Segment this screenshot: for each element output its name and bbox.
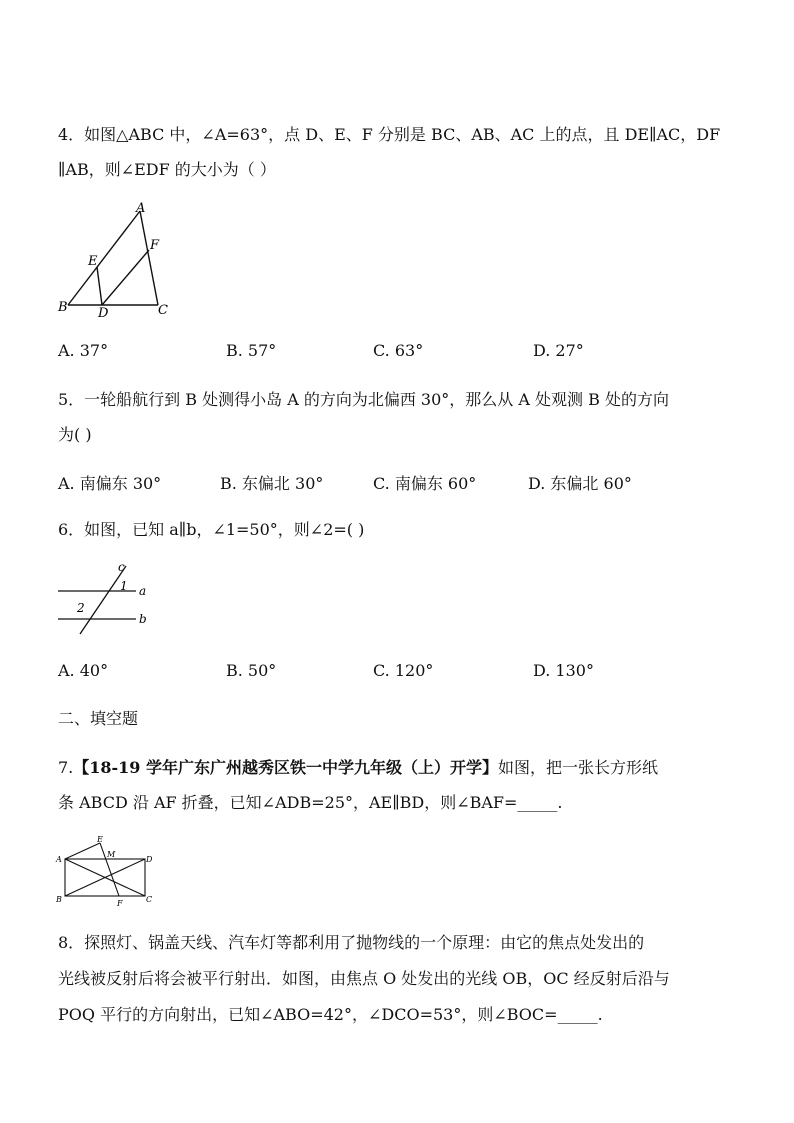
q7-source: 【18-19 学年广东广州越秀区铁一中学九年级（上）开学】 [73,758,499,777]
q4-option-d[interactable]: D. 27° [533,341,584,360]
q8-text-line3: POQ 平行的方向射出，已知∠ABO=42°，∠DCO=53°，则∠BOC=_____. [58,1005,603,1024]
q7-label-e: E [97,835,103,844]
q7-label-m: M [107,850,116,859]
q8-text-line1: 8．探照灯、锅盖天线、汽车灯等都利用了抛物线的一个原理：由它的焦点处发出的 [58,933,645,952]
q7-text-line1 [58,757,658,779]
q4-option-a[interactable]: A. 37° [58,341,109,360]
q6-option-d[interactable]: D. 130° [533,661,594,680]
q4-label-b: B [58,300,68,315]
q6-option-c[interactable]: C. 120° [373,661,434,680]
q4-triangle-figure [50,198,180,324]
q6-label-b: b [139,612,147,626]
q5-options [58,471,758,493]
q4-option-c[interactable]: C. 63° [373,341,424,360]
q5-option-b[interactable]: B. 东偏北 30° [220,474,324,493]
q7-label-a: A [56,855,62,864]
q5-option-a[interactable]: A. 南偏东 30° [58,474,162,493]
q4-text-line1: 4．如图△ABC 中，∠A=63°，点 D、E、F 分别是 BC、AB、AC 上的点，且 DE∥AC，DF [58,125,721,144]
q4-label-e: E [88,254,98,269]
q4-label-d: D [98,306,109,321]
q5-option-c[interactable]: C. 南偏东 60° [373,474,477,493]
q6-label-c: c [118,560,125,574]
q4-options [58,341,758,363]
q4-option-b[interactable]: B. 57° [226,341,277,360]
q5-text-line2: 为( ) [58,425,92,444]
q5-text-line1: 5．一轮船航行到 B 处测得小岛 A 的方向为北偏西 30°，那么从 A 处观测 B 处的方向 [58,390,669,409]
q7-text-line2: 条 ABCD 沿 AF 折叠，已知∠ADB=25°，AE∥BD，则∠BAF=_____. [58,793,563,812]
q6-option-a[interactable]: A. 40° [58,661,109,680]
q6-options [58,661,758,683]
q6-label-a: a [139,584,147,598]
q7-label-f: F [117,899,123,908]
q4-label-c: C [158,303,168,318]
q7-prefix: 7. [58,758,74,777]
q6-text-line1: 6．如图，已知 a∥b，∠1=50°，则∠2=( ) [58,520,365,539]
q6-parallel-lines-figure [50,560,160,640]
q7-label-d: D [146,855,153,864]
q6-option-b[interactable]: B. 50° [226,661,277,680]
q6-label-angle-1: 1 [120,579,128,593]
q8-text-line2: 光线被反射后将会被平行射出．如图，由焦点 O 处发出的光线 OB，OC 经反射后沿与 [58,969,670,988]
q7-label-b: B [56,895,62,904]
q4-label-a: A [136,201,146,216]
q4-text-line2: ∥AB，则∠EDF 的大小为（ ） [58,160,276,179]
q7-label-c: C [146,895,153,904]
section-fill-blank-title: 二、填空题 [58,709,139,728]
q4-label-f: F [150,238,160,253]
q7-text-rest: 如图，把一张长方形纸 [498,758,659,777]
q5-option-d[interactable]: D. 东偏北 60° [528,474,632,493]
q7-rectangle-fold-figure [54,833,164,909]
q6-label-angle-2: 2 [77,601,85,615]
